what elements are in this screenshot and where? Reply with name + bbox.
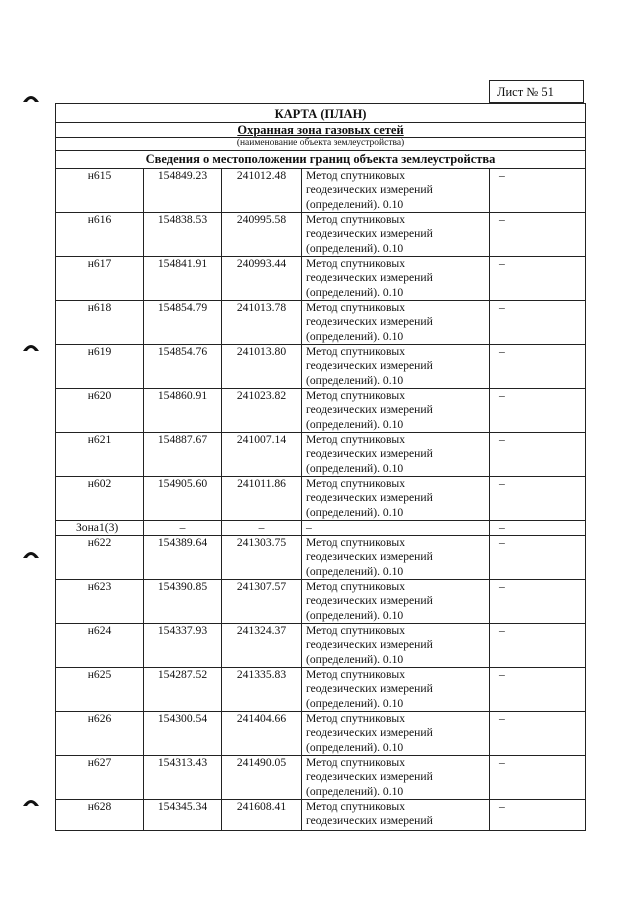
coord-x: 154854.76 [144, 345, 222, 389]
method-line: (определений). 0.10 [306, 740, 404, 754]
table-row [56, 433, 586, 477]
point-id: н602 [56, 477, 144, 521]
method-line: Метод спутниковых [306, 433, 405, 446]
method-line: Метод спутниковых [306, 345, 405, 358]
point-id: н626 [56, 712, 144, 756]
remark-cell: – [490, 213, 586, 257]
method-cell [302, 800, 490, 831]
binder-hole-mark [22, 549, 40, 558]
coord-x: 154390.85 [144, 580, 222, 624]
remark-cell: – [490, 521, 586, 536]
table-row [56, 668, 586, 712]
method-line: Метод спутниковых [306, 712, 405, 725]
method-line: (определений). 0.10 [306, 461, 404, 475]
method-line: (определений). 0.10 [306, 329, 404, 343]
method-cell [302, 213, 490, 257]
coord-x: 154838.53 [144, 213, 222, 257]
remark-cell: – [490, 800, 586, 831]
method-line: Метод спутниковых [306, 624, 405, 637]
method-cell [302, 536, 490, 580]
point-id: н627 [56, 756, 144, 800]
point-id: н618 [56, 301, 144, 345]
method-line: Метод спутниковых [306, 477, 405, 490]
table-row [56, 756, 586, 800]
coord-x: 154854.79 [144, 301, 222, 345]
coord-x: 154345.34 [144, 800, 222, 831]
object-name: Охранная зона газовых сетей [56, 123, 586, 138]
method-cell [302, 624, 490, 668]
table-row [56, 580, 586, 624]
point-id: Зона1(3) [56, 521, 144, 536]
method-line: Метод спутниковых [306, 668, 405, 681]
method-line: геодезических измерений [306, 638, 433, 652]
point-id: н623 [56, 580, 144, 624]
method-line: Метод спутниковых [306, 213, 405, 226]
method-line: (определений). 0.10 [306, 197, 404, 211]
table-row [56, 345, 586, 389]
remark-cell: – [490, 477, 586, 521]
table-row [56, 301, 586, 345]
method-cell [302, 712, 490, 756]
coord-y: 241404.66 [222, 712, 302, 756]
method-cell [302, 580, 490, 624]
point-id: н622 [56, 536, 144, 580]
point-id: н625 [56, 668, 144, 712]
table-row [56, 624, 586, 668]
method-cell [302, 756, 490, 800]
page-title: КАРТА (ПЛАН) [56, 104, 586, 123]
coord-y: – [222, 521, 302, 536]
table-row [56, 477, 586, 521]
remark-cell: – [490, 756, 586, 800]
method-line: Метод спутниковых [306, 257, 405, 270]
remark-cell: – [490, 580, 586, 624]
remark-cell: – [490, 389, 586, 433]
table-body [56, 169, 586, 831]
method-line: Метод спутниковых [306, 536, 405, 549]
method-cell [302, 668, 490, 712]
table-row [56, 800, 586, 831]
binder-hole-mark [22, 93, 40, 102]
method-line: (определений). 0.10 [306, 505, 404, 519]
coord-x: 154313.43 [144, 756, 222, 800]
method-line: геодезических измерений [306, 403, 433, 417]
coord-y: 241012.48 [222, 169, 302, 213]
remark-cell: – [490, 301, 586, 345]
point-id: н628 [56, 800, 144, 831]
method-line: Метод спутниковых [306, 800, 405, 813]
method-line: геодезических измерений [306, 271, 433, 285]
method-line: Метод спутниковых [306, 301, 405, 314]
coord-y: 241013.80 [222, 345, 302, 389]
point-id: н615 [56, 169, 144, 213]
point-id: н619 [56, 345, 144, 389]
method-line: геодезических измерений [306, 491, 433, 505]
method-cell [302, 389, 490, 433]
binder-hole-mark [22, 797, 40, 806]
method-cell [302, 477, 490, 521]
method-line: Метод спутниковых [306, 169, 405, 182]
coord-x: 154905.60 [144, 477, 222, 521]
method-line: геодезических измерений [306, 682, 433, 696]
method-line: геодезических измерений [306, 359, 433, 373]
table-row [56, 169, 586, 213]
method-line: (определений). 0.10 [306, 608, 404, 622]
coord-x: 154300.54 [144, 712, 222, 756]
coord-x: – [144, 521, 222, 536]
remark-cell: – [490, 624, 586, 668]
method-line: (определений). 0.10 [306, 241, 404, 255]
method-line: Метод спутниковых [306, 580, 405, 593]
remark-cell: – [490, 169, 586, 213]
coord-y: 240995.58 [222, 213, 302, 257]
method-cell [302, 345, 490, 389]
method-line: (определений). 0.10 [306, 564, 404, 578]
point-id: н621 [56, 433, 144, 477]
coord-x: 154287.52 [144, 668, 222, 712]
remark-cell: – [490, 668, 586, 712]
coord-y: 241307.57 [222, 580, 302, 624]
table-row [56, 536, 586, 580]
table-row [56, 389, 586, 433]
point-id: н620 [56, 389, 144, 433]
method-line: (определений). 0.10 [306, 696, 404, 710]
method-cell [302, 169, 490, 213]
coord-x: 154841.91 [144, 257, 222, 301]
coord-x: 154860.91 [144, 389, 222, 433]
method-cell [302, 301, 490, 345]
remark-cell: – [490, 536, 586, 580]
method-line: геодезических измерений [306, 550, 433, 564]
method-line: (определений). 0.10 [306, 652, 404, 666]
method-cell [302, 257, 490, 301]
coord-x: 154849.23 [144, 169, 222, 213]
method-line: геодезических измерений [306, 183, 433, 197]
point-id: н617 [56, 257, 144, 301]
method-line: геодезических измерений [306, 315, 433, 329]
method-line: геодезических измерений [306, 227, 433, 241]
coord-x: 154389.64 [144, 536, 222, 580]
method-line: геодезических измерений [306, 594, 433, 608]
method-line: Метод спутниковых [306, 756, 405, 769]
method-line: – [306, 521, 312, 534]
remark-cell: – [490, 345, 586, 389]
coord-y: 241335.83 [222, 668, 302, 712]
coord-x: 154887.67 [144, 433, 222, 477]
coord-y: 241303.75 [222, 536, 302, 580]
boundary-table [55, 103, 586, 831]
method-line: геодезических измерений [306, 814, 433, 828]
sheet-number: Лист № 51 [489, 80, 584, 103]
coord-y: 241011.86 [222, 477, 302, 521]
table-row [56, 521, 586, 536]
table-row [56, 712, 586, 756]
coord-y: 241490.05 [222, 756, 302, 800]
method-cell [302, 521, 490, 536]
point-id: н616 [56, 213, 144, 257]
coord-x: 154337.93 [144, 624, 222, 668]
method-line: геодезических измерений [306, 447, 433, 461]
table-row [56, 257, 586, 301]
object-caption: (наименование объекта землеустройства) [56, 138, 586, 151]
method-line: геодезических измерений [306, 770, 433, 784]
method-line: (определений). 0.10 [306, 373, 404, 387]
coord-y: 241608.41 [222, 800, 302, 831]
section-title: Сведения о местоположении границ объекта землеустройства [56, 151, 586, 169]
binder-hole-mark [22, 342, 40, 351]
method-line: (определений). 0.10 [306, 285, 404, 299]
coord-y: 241007.14 [222, 433, 302, 477]
table-row [56, 213, 586, 257]
remark-cell: – [490, 433, 586, 477]
method-cell [302, 433, 490, 477]
coord-y: 241324.37 [222, 624, 302, 668]
coord-y: 240993.44 [222, 257, 302, 301]
method-line: (определений). 0.10 [306, 784, 404, 798]
coord-y: 241023.82 [222, 389, 302, 433]
method-line: Метод спутниковых [306, 389, 405, 402]
method-line: геодезических измерений [306, 726, 433, 740]
method-line: (определений). 0.10 [306, 417, 404, 431]
remark-cell: – [490, 712, 586, 756]
coord-y: 241013.78 [222, 301, 302, 345]
point-id: н624 [56, 624, 144, 668]
remark-cell: – [490, 257, 586, 301]
